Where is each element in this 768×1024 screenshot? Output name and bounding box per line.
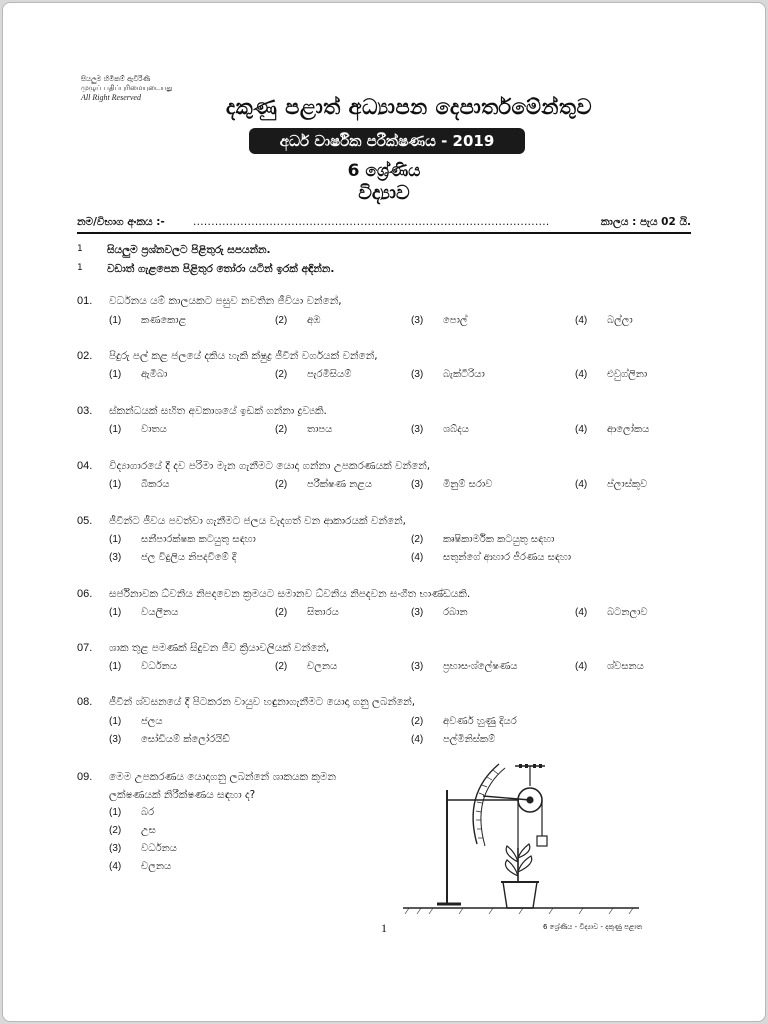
option-1[interactable]: (1) බීකරය <box>109 479 170 490</box>
question-number: 08. <box>77 696 93 708</box>
option-4[interactable]: (4) බල්ලා <box>575 315 633 326</box>
option-4[interactable]: (4) එවුග්ලිනා <box>575 369 648 380</box>
option-1[interactable]: (1) ජලය <box>109 716 163 727</box>
option-1[interactable]: (1) වර්ධනය <box>109 661 177 672</box>
rights-english: All Right Reserved <box>81 93 141 102</box>
question-text-continued: ලක්ෂණයක් නිරීක්ෂණය සඳහා ද? <box>109 789 256 801</box>
option-4[interactable]: (4) ශ්වසනය <box>575 661 644 672</box>
question-text: විද්‍යාගාරයේ දී දව පරිමා මැන ගැනීමට යොදා ගන්නා උපකරණයක් වන්නේ, <box>109 460 431 472</box>
question-text: පිදුරු පල් කළ ජලයේ දකිය හැකි ක්ෂුද්‍ර ජීවීන් වර්ගයක් වන්නේ, <box>109 350 378 362</box>
question-number: 09. <box>77 771 93 783</box>
instruction-text: වඩාත් ගැළපෙන පිළිතුර තෝරා යටින් ඉරක් අඳින්න. <box>107 263 335 275</box>
question-text: වර්ධනය යම් කාලයකට පසුව නවතින ජීවියා වන්නේ, <box>109 295 342 307</box>
name-label: නම/විභාග අංකය :- <box>77 216 165 228</box>
question-number: 04. <box>77 460 93 472</box>
option-4[interactable]: (4) පල්මිනිස්කම් <box>411 734 496 745</box>
exam-page <box>2 2 766 1022</box>
option-3[interactable]: (3) ජල විදුලිය නිපදවීමේ දී <box>109 552 237 563</box>
department-title: දකුණු පළාත් අධ්‍යාපන දෙපාර්තමේන්තුව <box>225 95 593 119</box>
rights-tamil: முழுப் பதிப்புரிமையுடையது <box>81 84 173 92</box>
option-2[interactable]: (2) තාපය <box>275 424 333 435</box>
option-3[interactable]: (3) පොල් <box>411 315 468 326</box>
option-3[interactable]: (3) රබාන <box>411 607 468 618</box>
rights-sinhala: සියලුම හිමිකම් ඇවිරිණි <box>81 75 151 83</box>
option-1[interactable]: (1) කණකොළ <box>109 315 187 326</box>
grade-label: 6 ශ්‍රේණිය <box>347 161 421 181</box>
option-4[interactable]: (4) චලනය <box>109 861 172 872</box>
question-text: ජීවීන් ශ්වසනයේ දී පිටකරන වායුව හඳුනාගැනීමට යොදා ගනු ලබන්නේ, <box>109 696 416 708</box>
time-label: කාලය : පැය 02 යි. <box>600 216 691 228</box>
instruction-bullet: 1 <box>77 263 83 273</box>
option-4[interactable]: (4) ආලෝකය <box>575 424 650 435</box>
instruction-bullet: 1 <box>77 244 83 254</box>
question-text: සර්ජිනාවක ධ්වනිය නිපදවෙන ක්‍රමයට සමානව ධ්වනිය නිපදවන සංගීත භාණ්ඩයකි. <box>109 588 471 600</box>
option-3[interactable]: (3) ශබ්දය <box>411 424 469 435</box>
option-3[interactable]: (3) බැක්ටීරියා <box>411 369 485 380</box>
subject-label: විද්‍යාව <box>358 182 410 204</box>
option-3[interactable]: (3) වර්ධනය <box>109 843 177 854</box>
question-text: ශාක තුළ පමණක් සිදුවන ජීව ක්‍රියාවලියක් වන්නේ, <box>109 642 330 654</box>
page-number: 1 <box>381 921 387 935</box>
option-2[interactable]: (2) අඹ <box>275 315 321 326</box>
question-text: ජීවීන්ට ජීවය පවත්වා ගැනීමට ජලය වැදගත් වන ආකාරයක් වන්නේ, <box>109 515 406 527</box>
instruction-text: සියලුම ප්‍රශ්නවලට පිළිතුරු සපයන්න. <box>107 244 271 256</box>
footer-text: 6 ශ්‍රේණිය - විද්‍යාව - දකුණු පළාත <box>543 923 643 931</box>
option-2[interactable]: (2) පරීක්ෂණ නළය <box>275 479 373 490</box>
option-4[interactable]: (4) බටනලාව <box>575 607 648 618</box>
option-2[interactable]: (2) කෘෂිකාර්මික කටයුතු සඳහා <box>411 534 555 545</box>
option-4[interactable]: (4) සතුන්ගේ ආහාර ජීරණය සඳහා <box>411 552 572 563</box>
question-number: 02. <box>77 350 93 362</box>
option-2[interactable]: (2) උස <box>109 825 156 836</box>
question-number: 07. <box>77 642 93 654</box>
name-field[interactable]: .................................................................................................. <box>193 216 550 228</box>
question-number: 01. <box>77 295 93 307</box>
option-1[interactable]: (1) බර <box>109 807 155 818</box>
option-1[interactable]: (1) වාතය <box>109 424 167 435</box>
option-2[interactable]: (2) පැරමීසියම් <box>275 369 352 380</box>
option-1[interactable]: (1) ඇමීබා <box>109 369 168 380</box>
exam-title-badge: අර්ධ වාර්ෂික පරීක්ෂණය - 2019 <box>249 128 525 154</box>
option-2[interactable]: (2) අවර්ණ හුණු දියර <box>411 716 517 727</box>
question-number: 05. <box>77 515 93 527</box>
question-text: මෙම උපකරණය යොදාගනු ලබන්නේ ශාකයක කුමන <box>109 771 337 783</box>
header-divider <box>77 232 691 234</box>
option-3[interactable]: (3) මිනුම් සරාව <box>411 479 493 490</box>
question-number: 06. <box>77 588 93 600</box>
option-4[interactable]: (4) ප්ලාස්කුව <box>575 479 648 490</box>
option-1[interactable]: (1) සනීපාරක්ෂක කටයුතු සඳහා <box>109 534 256 545</box>
name-row <box>77 214 691 232</box>
rights-notice <box>81 75 173 102</box>
plant-growth-apparatus-icon <box>403 758 643 918</box>
question-number: 03. <box>77 405 93 417</box>
option-2[interactable]: (2) චලනය <box>275 661 338 672</box>
option-2[interactable]: (2) සිතාරය <box>275 607 339 618</box>
option-1[interactable]: (1) වයලීනය <box>109 607 179 618</box>
option-3[interactable]: (3) ප්‍රභාසංශ්ලේෂණය <box>411 661 518 672</box>
option-3[interactable]: (3) සෝඩියම් ක්ලෝරයිඩ් <box>109 734 230 745</box>
question-text: ස්කන්ධයක් සහිත අවකාශයේ ඉඩක් ගන්නා ද්‍රව්‍යකි. <box>109 405 327 417</box>
